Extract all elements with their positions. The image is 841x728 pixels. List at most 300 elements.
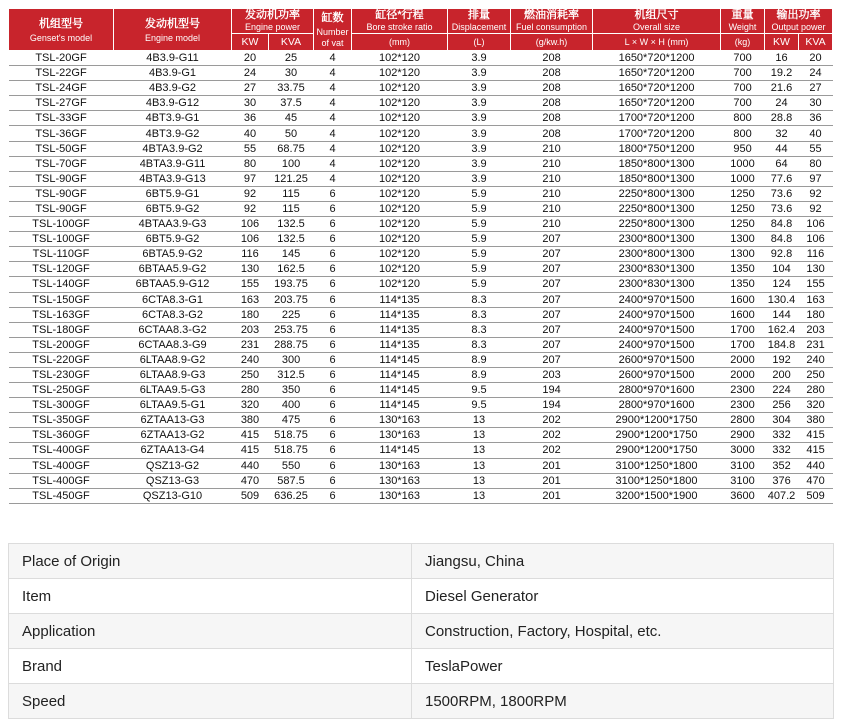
cell-bore-stroke: 102*120 (352, 262, 448, 277)
cell-output-power-kw: 73.6 (765, 186, 799, 201)
cell-weight: 1700 (721, 337, 765, 352)
cell-engine-model: QSZ13-G10 (114, 488, 232, 503)
cell-bore-stroke: 102*120 (352, 96, 448, 111)
cell-cylinders: 6 (314, 473, 352, 488)
cell-overall-size: 2900*1200*1750 (593, 443, 721, 458)
cell-engine-power-kva: 132.5 (269, 217, 314, 232)
attribute-row (9, 614, 834, 649)
cell-bore-stroke: 114*145 (352, 398, 448, 413)
cell-fuel-consumption: 207 (511, 322, 593, 337)
cell-engine-power-kva: 50 (269, 126, 314, 141)
cell-cylinders: 4 (314, 96, 352, 111)
cell-weight: 2300 (721, 398, 765, 413)
cell-weight: 1350 (721, 277, 765, 292)
cell-output-power-kw: 19.2 (765, 66, 799, 81)
table-row (9, 66, 833, 81)
cell-weight: 700 (721, 81, 765, 96)
attribute-label: Place of Origin (9, 544, 412, 579)
attribute-label: Brand (9, 649, 412, 684)
cell-output-power-kva: 240 (799, 352, 833, 367)
cell-output-power-kva: 130 (799, 262, 833, 277)
cell-genset-model: TSL-400GF (9, 458, 114, 473)
cell-bore-stroke: 114*145 (352, 367, 448, 382)
cell-output-power-kva: 20 (799, 51, 833, 66)
cell-cylinders: 4 (314, 51, 352, 66)
cell-displacement: 13 (448, 473, 511, 488)
cell-weight: 3000 (721, 443, 765, 458)
cell-displacement: 3.9 (448, 111, 511, 126)
cell-genset-model: TSL-20GF (9, 51, 114, 66)
cell-cylinders: 4 (314, 111, 352, 126)
cell-engine-model: 6ZTAA13-G3 (114, 413, 232, 428)
cell-bore-stroke: 102*120 (352, 126, 448, 141)
cell-output-power-kva: 40 (799, 126, 833, 141)
cell-engine-model: 6ZTAA13-G2 (114, 428, 232, 443)
cell-output-power-kw: 64 (765, 156, 799, 171)
cell-output-power-kw: 21.6 (765, 81, 799, 96)
cell-weight: 700 (721, 66, 765, 81)
cell-engine-power-kva: 37.5 (269, 96, 314, 111)
cell-engine-power-kva: 518.75 (269, 428, 314, 443)
table-row (9, 367, 833, 382)
cell-genset-model: TSL-300GF (9, 398, 114, 413)
cell-displacement: 3.9 (448, 126, 511, 141)
cell-engine-power-kw: 180 (232, 307, 269, 322)
cell-bore-stroke: 114*145 (352, 443, 448, 458)
cell-cylinders: 6 (314, 201, 352, 216)
cell-output-power-kva: 92 (799, 201, 833, 216)
cell-engine-power-kw: 55 (232, 141, 269, 156)
header-output-power-kva: KVA (799, 34, 833, 51)
attribute-row (9, 649, 834, 684)
cell-overall-size: 2250*800*1300 (593, 201, 721, 216)
cell-engine-power-kva: 68.75 (269, 141, 314, 156)
cell-cylinders: 4 (314, 126, 352, 141)
cell-fuel-consumption: 207 (511, 337, 593, 352)
cell-output-power-kva: 106 (799, 217, 833, 232)
cell-overall-size: 3100*1250*1800 (593, 473, 721, 488)
cell-engine-power-kva: 225 (269, 307, 314, 322)
cell-displacement: 8.9 (448, 352, 511, 367)
cell-engine-power-kw: 106 (232, 232, 269, 247)
cell-displacement: 8.3 (448, 337, 511, 352)
table-row (9, 322, 833, 337)
cell-output-power-kw: 124 (765, 277, 799, 292)
cell-output-power-kw: 84.8 (765, 217, 799, 232)
cell-engine-power-kw: 155 (232, 277, 269, 292)
header-engine-model: 发动机型号 Engine model (114, 9, 232, 51)
cell-engine-model: 6CTAA8.3-G9 (114, 337, 232, 352)
header-bore-stroke-unit: (mm) (352, 34, 448, 51)
header-output-power-kw: KW (765, 34, 799, 51)
cell-fuel-consumption: 208 (511, 96, 593, 111)
cell-engine-model: 6BT5.9-G1 (114, 186, 232, 201)
cell-bore-stroke: 114*135 (352, 307, 448, 322)
cell-bore-stroke: 130*163 (352, 428, 448, 443)
cell-displacement: 13 (448, 413, 511, 428)
cell-engine-model: 6LTAA8.9-G3 (114, 367, 232, 382)
cell-fuel-consumption: 208 (511, 126, 593, 141)
cell-genset-model: TSL-120GF (9, 262, 114, 277)
cell-fuel-consumption: 208 (511, 81, 593, 96)
cell-output-power-kw: 28.8 (765, 111, 799, 126)
cell-engine-model: QSZ13-G2 (114, 458, 232, 473)
attribute-row (9, 579, 834, 614)
cell-genset-model: TSL-220GF (9, 352, 114, 367)
cell-overall-size: 2300*830*1300 (593, 262, 721, 277)
cell-weight: 1250 (721, 186, 765, 201)
table-row (9, 307, 833, 322)
cell-bore-stroke: 130*163 (352, 458, 448, 473)
cell-genset-model: TSL-90GF (9, 186, 114, 201)
cell-output-power-kw: 352 (765, 458, 799, 473)
cell-cylinders: 6 (314, 337, 352, 352)
cell-output-power-kw: 92.8 (765, 247, 799, 262)
cell-genset-model: TSL-24GF (9, 81, 114, 96)
cell-genset-model: TSL-450GF (9, 488, 114, 503)
cell-bore-stroke: 102*120 (352, 217, 448, 232)
cell-output-power-kw: 84.8 (765, 232, 799, 247)
cell-engine-power-kw: 240 (232, 352, 269, 367)
cell-cylinders: 6 (314, 292, 352, 307)
cell-fuel-consumption: 210 (511, 171, 593, 186)
cell-engine-power-kw: 106 (232, 217, 269, 232)
cell-weight: 1250 (721, 201, 765, 216)
cell-engine-power-kva: 400 (269, 398, 314, 413)
cell-displacement: 8.3 (448, 307, 511, 322)
cell-bore-stroke: 130*163 (352, 413, 448, 428)
table-row (9, 337, 833, 352)
table-row (9, 111, 833, 126)
header-cylinders: 缸数 Number of vat (314, 9, 352, 51)
table-row (9, 458, 833, 473)
cell-engine-power-kva: 587.5 (269, 473, 314, 488)
cell-cylinders: 6 (314, 217, 352, 232)
cell-engine-power-kva: 162.5 (269, 262, 314, 277)
cell-displacement: 8.3 (448, 322, 511, 337)
cell-displacement: 5.9 (448, 262, 511, 277)
cell-cylinders: 6 (314, 428, 352, 443)
cell-engine-model: 4BT3.9-G2 (114, 126, 232, 141)
cell-engine-power-kva: 115 (269, 186, 314, 201)
cell-engine-power-kva: 45 (269, 111, 314, 126)
cell-engine-power-kw: 380 (232, 413, 269, 428)
header-engine-power: 发动机功率 Engine power (232, 9, 314, 34)
cell-cylinders: 6 (314, 186, 352, 201)
cell-bore-stroke: 102*120 (352, 141, 448, 156)
cell-overall-size: 2300*800*1300 (593, 247, 721, 262)
cell-cylinders: 6 (314, 413, 352, 428)
cell-engine-model: 6CTAA8.3-G2 (114, 322, 232, 337)
cell-engine-power-kw: 24 (232, 66, 269, 81)
cell-genset-model: TSL-350GF (9, 413, 114, 428)
cell-bore-stroke: 102*120 (352, 66, 448, 81)
cell-overall-size: 2300*830*1300 (593, 277, 721, 292)
cell-engine-power-kw: 320 (232, 398, 269, 413)
cell-bore-stroke: 114*135 (352, 322, 448, 337)
cell-engine-power-kw: 440 (232, 458, 269, 473)
table-row (9, 292, 833, 307)
cell-cylinders: 6 (314, 367, 352, 382)
cell-bore-stroke: 102*120 (352, 171, 448, 186)
attribute-label: Speed (9, 684, 412, 719)
cell-cylinders: 6 (314, 322, 352, 337)
cell-engine-power-kw: 203 (232, 322, 269, 337)
cell-overall-size: 1700*720*1200 (593, 111, 721, 126)
header-genset-model: 机组型号 Genset's model (9, 9, 114, 51)
cell-engine-power-kva: 121.25 (269, 171, 314, 186)
cell-genset-model: TSL-90GF (9, 201, 114, 216)
cell-genset-model: TSL-250GF (9, 383, 114, 398)
genset-spec-table (8, 8, 833, 504)
cell-displacement: 8.9 (448, 367, 511, 382)
cell-output-power-kva: 280 (799, 383, 833, 398)
cell-cylinders: 6 (314, 398, 352, 413)
cell-engine-power-kva: 253.75 (269, 322, 314, 337)
spec-table-body (9, 51, 833, 504)
cell-output-power-kva: 180 (799, 307, 833, 322)
cell-engine-model: 6ZTAA13-G4 (114, 443, 232, 458)
attribute-label: Application (9, 614, 412, 649)
cell-overall-size: 3200*1500*1900 (593, 488, 721, 503)
table-row (9, 96, 833, 111)
cell-output-power-kva: 92 (799, 186, 833, 201)
cell-displacement: 3.9 (448, 156, 511, 171)
cell-engine-power-kva: 30 (269, 66, 314, 81)
cell-bore-stroke: 102*120 (352, 232, 448, 247)
header-fuel-unit: (g/kw.h) (511, 34, 593, 51)
cell-engine-power-kw: 80 (232, 156, 269, 171)
cell-engine-power-kw: 231 (232, 337, 269, 352)
cell-output-power-kva: 106 (799, 232, 833, 247)
cell-cylinders: 6 (314, 488, 352, 503)
cell-cylinders: 6 (314, 352, 352, 367)
table-row (9, 186, 833, 201)
table-row (9, 262, 833, 277)
cell-displacement: 8.3 (448, 292, 511, 307)
cell-fuel-consumption: 210 (511, 217, 593, 232)
cell-genset-model: TSL-36GF (9, 126, 114, 141)
cell-cylinders: 6 (314, 262, 352, 277)
table-row (9, 232, 833, 247)
cell-bore-stroke: 102*120 (352, 277, 448, 292)
cell-engine-power-kva: 193.75 (269, 277, 314, 292)
cell-overall-size: 2400*970*1500 (593, 322, 721, 337)
cell-overall-size: 1650*720*1200 (593, 96, 721, 111)
cell-cylinders: 6 (314, 383, 352, 398)
cell-engine-power-kw: 415 (232, 443, 269, 458)
cell-engine-model: 4BT3.9-G1 (114, 111, 232, 126)
cell-engine-model: 4B3.9-G2 (114, 81, 232, 96)
cell-engine-power-kw: 163 (232, 292, 269, 307)
cell-genset-model: TSL-100GF (9, 217, 114, 232)
cell-fuel-consumption: 194 (511, 398, 593, 413)
cell-output-power-kw: 44 (765, 141, 799, 156)
cell-fuel-consumption: 210 (511, 186, 593, 201)
header-fuel-consumption: 燃油消耗率 Fuel consumption (511, 9, 593, 34)
cell-weight: 1350 (721, 262, 765, 277)
cell-fuel-consumption: 208 (511, 111, 593, 126)
cell-displacement: 13 (448, 488, 511, 503)
cell-cylinders: 4 (314, 171, 352, 186)
cell-output-power-kw: 104 (765, 262, 799, 277)
cell-engine-model: 4B3.9-G12 (114, 96, 232, 111)
attribute-value: TeslaPower (412, 649, 834, 684)
cell-displacement: 3.9 (448, 66, 511, 81)
cell-genset-model: TSL-33GF (9, 111, 114, 126)
cell-output-power-kw: 256 (765, 398, 799, 413)
table-row (9, 398, 833, 413)
cell-genset-model: TSL-100GF (9, 232, 114, 247)
table-row (9, 488, 833, 503)
cell-weight: 950 (721, 141, 765, 156)
cell-engine-power-kva: 100 (269, 156, 314, 171)
cell-cylinders: 6 (314, 232, 352, 247)
cell-output-power-kw: 224 (765, 383, 799, 398)
cell-weight: 800 (721, 111, 765, 126)
cell-output-power-kva: 163 (799, 292, 833, 307)
cell-engine-power-kw: 27 (232, 81, 269, 96)
cell-weight: 1250 (721, 217, 765, 232)
cell-output-power-kw: 32 (765, 126, 799, 141)
cell-overall-size: 2250*800*1300 (593, 217, 721, 232)
attribute-value: Construction, Factory, Hospital, etc. (412, 614, 834, 649)
cell-weight: 700 (721, 96, 765, 111)
cell-cylinders: 6 (314, 247, 352, 262)
attributes-body (9, 544, 834, 719)
table-row (9, 383, 833, 398)
cell-weight: 1600 (721, 292, 765, 307)
header-overall-size: 机组尺寸 Overall size (593, 9, 721, 34)
cell-fuel-consumption: 208 (511, 51, 593, 66)
cell-engine-power-kva: 115 (269, 201, 314, 216)
cell-output-power-kw: 77.6 (765, 171, 799, 186)
cell-engine-power-kva: 518.75 (269, 443, 314, 458)
cell-overall-size: 1700*720*1200 (593, 126, 721, 141)
cell-engine-power-kva: 203.75 (269, 292, 314, 307)
cell-genset-model: TSL-140GF (9, 277, 114, 292)
cell-engine-power-kw: 470 (232, 473, 269, 488)
cell-output-power-kw: 73.6 (765, 201, 799, 216)
cell-overall-size: 2300*800*1300 (593, 232, 721, 247)
cell-bore-stroke: 102*120 (352, 81, 448, 96)
cell-bore-stroke: 102*120 (352, 111, 448, 126)
attribute-label: Item (9, 579, 412, 614)
cell-genset-model: TSL-360GF (9, 428, 114, 443)
cell-weight: 2000 (721, 352, 765, 367)
cell-displacement: 3.9 (448, 171, 511, 186)
cell-displacement: 5.9 (448, 247, 511, 262)
cell-engine-power-kw: 40 (232, 126, 269, 141)
cell-fuel-consumption: 207 (511, 232, 593, 247)
cell-engine-model: 6LTAA8.9-G2 (114, 352, 232, 367)
cell-overall-size: 2400*970*1500 (593, 307, 721, 322)
cell-engine-power-kva: 288.75 (269, 337, 314, 352)
cell-bore-stroke: 102*120 (352, 156, 448, 171)
cell-bore-stroke: 114*135 (352, 337, 448, 352)
cell-output-power-kw: 407.2 (765, 488, 799, 503)
cell-bore-stroke: 102*120 (352, 247, 448, 262)
cell-fuel-consumption: 202 (511, 428, 593, 443)
cell-output-power-kva: 97 (799, 171, 833, 186)
cell-overall-size: 2900*1200*1750 (593, 428, 721, 443)
table-row (9, 428, 833, 443)
cell-engine-model: QSZ13-G3 (114, 473, 232, 488)
cell-bore-stroke: 130*163 (352, 488, 448, 503)
cell-genset-model: TSL-400GF (9, 473, 114, 488)
cell-overall-size: 1650*720*1200 (593, 51, 721, 66)
attribute-row (9, 544, 834, 579)
cell-fuel-consumption: 207 (511, 277, 593, 292)
product-attributes-table (8, 543, 834, 719)
table-row (9, 201, 833, 216)
cell-engine-power-kw: 509 (232, 488, 269, 503)
cell-displacement: 3.9 (448, 81, 511, 96)
cell-engine-model: 4BTAA3.9-G3 (114, 217, 232, 232)
cell-fuel-consumption: 210 (511, 156, 593, 171)
cell-output-power-kw: 16 (765, 51, 799, 66)
cell-engine-power-kva: 475 (269, 413, 314, 428)
cell-engine-power-kw: 36 (232, 111, 269, 126)
table-row (9, 352, 833, 367)
cell-engine-power-kva: 145 (269, 247, 314, 262)
cell-overall-size: 2800*970*1600 (593, 398, 721, 413)
cell-engine-model: 6LTAA9.5-G3 (114, 383, 232, 398)
cell-displacement: 13 (448, 443, 511, 458)
cell-bore-stroke: 114*145 (352, 383, 448, 398)
cell-overall-size: 1800*750*1200 (593, 141, 721, 156)
cell-weight: 1000 (721, 156, 765, 171)
cell-genset-model: TSL-27GF (9, 96, 114, 111)
cell-engine-power-kw: 30 (232, 96, 269, 111)
cell-engine-power-kw: 92 (232, 186, 269, 201)
cell-displacement: 3.9 (448, 96, 511, 111)
cell-engine-power-kw: 20 (232, 51, 269, 66)
table-row (9, 443, 833, 458)
table-row (9, 413, 833, 428)
cell-engine-power-kva: 636.25 (269, 488, 314, 503)
cell-displacement: 13 (448, 428, 511, 443)
cell-displacement: 5.9 (448, 232, 511, 247)
cell-engine-power-kw: 250 (232, 367, 269, 382)
cell-fuel-consumption: 194 (511, 383, 593, 398)
table-row (9, 217, 833, 232)
cell-engine-power-kva: 350 (269, 383, 314, 398)
cell-displacement: 3.9 (448, 141, 511, 156)
attribute-row (9, 684, 834, 719)
cell-engine-power-kw: 415 (232, 428, 269, 443)
cell-engine-model: 6LTAA9.5-G1 (114, 398, 232, 413)
cell-output-power-kva: 470 (799, 473, 833, 488)
spec-table-header (9, 9, 833, 51)
cell-cylinders: 6 (314, 307, 352, 322)
table-row (9, 141, 833, 156)
cell-fuel-consumption: 207 (511, 262, 593, 277)
cell-overall-size: 1850*800*1300 (593, 156, 721, 171)
cell-output-power-kw: 304 (765, 413, 799, 428)
cell-output-power-kva: 116 (799, 247, 833, 262)
attribute-value: Diesel Generator (412, 579, 834, 614)
header-weight: 重量 Weight (721, 9, 765, 34)
cell-engine-power-kw: 92 (232, 201, 269, 216)
table-row (9, 473, 833, 488)
cell-engine-model: 6CTA8.3-G2 (114, 307, 232, 322)
cell-weight: 1300 (721, 232, 765, 247)
cell-output-power-kva: 24 (799, 66, 833, 81)
header-displacement-unit: (L) (448, 34, 511, 51)
cell-displacement: 5.9 (448, 186, 511, 201)
cell-output-power-kva: 27 (799, 81, 833, 96)
